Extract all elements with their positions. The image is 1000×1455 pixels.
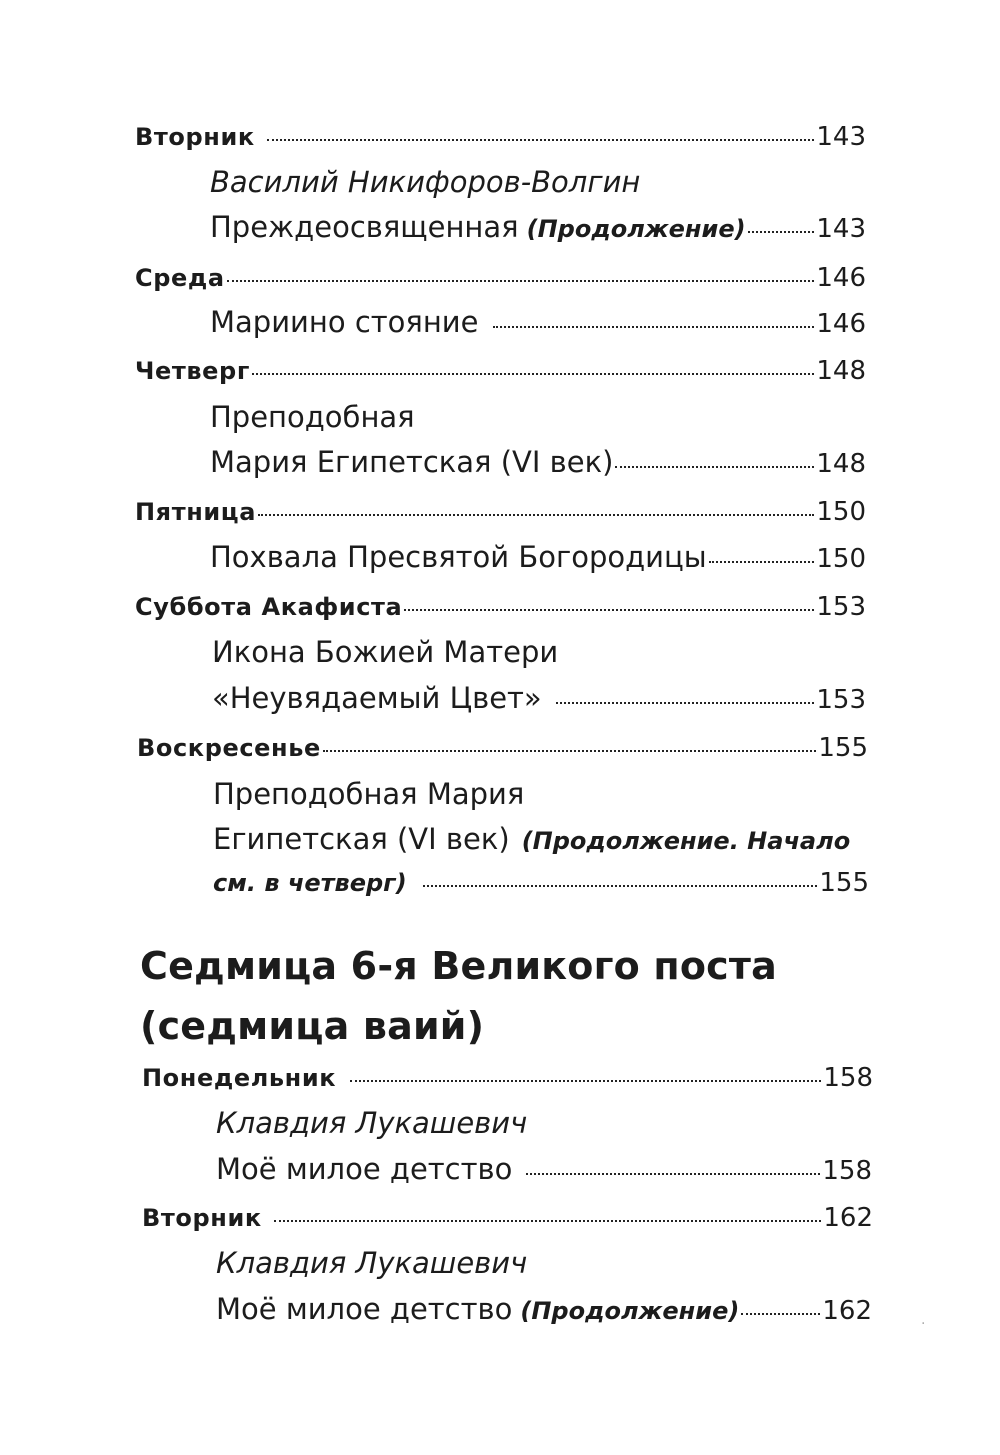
section-heading: (седмица ваий) [140,1004,485,1048]
dot-leader [615,466,814,468]
toc-page-number: 146 [816,309,866,339]
toc-entry-note: (Продолжение) [526,215,746,243]
toc-entry-row [210,540,866,574]
toc-entry-row [210,305,866,339]
toc-text-row [210,400,415,434]
toc-entry-title: Похвала Пресвятой Богородицы [210,540,707,574]
toc-page-number: 153 [816,592,866,622]
toc-entry-title: Преждеосвященная [210,210,519,244]
toc-page-number: 150 [816,544,866,574]
toc-page-number: 162 [823,1203,873,1233]
toc-entry-title: Моё милое детство [216,1152,513,1186]
toc-day-row [142,1203,873,1233]
toc-page-number: 148 [816,356,866,386]
toc-day-row [135,356,866,386]
toc-day-row [135,122,866,152]
dot-leader [526,1173,820,1175]
toc-page-number: 158 [823,1063,873,1093]
toc-entry-title: Моё милое детство [216,1292,513,1326]
toc-day-title: Суббота Акафиста [135,593,403,621]
toc-day-title: Четверг [135,357,250,385]
toc-author-row [210,165,640,199]
toc-page-number: 158 [822,1156,872,1186]
paper-speck: · [921,1316,926,1332]
toc-entry-title: «Неувядаемый Цвет» [212,681,542,715]
toc-entry-note: см. в четверг) [213,869,407,897]
toc-day-row [135,497,866,527]
toc-entry-row [216,1152,872,1186]
toc-text-row [213,822,850,856]
toc-entry-note: (Продолжение. Начало [521,827,851,855]
toc-day-title: Вторник [135,123,255,151]
toc-entry-row [212,681,866,715]
toc-entry-row [213,868,869,898]
dot-leader [267,139,815,141]
toc-entry-title: Мария Египетская (VI век) [210,445,614,479]
toc-day-title: Пятница [135,498,256,526]
dot-leader [404,609,814,611]
toc-entry-title: Мариино стояние [210,305,479,339]
dot-leader [274,1220,822,1222]
section-heading: Седмица 6-я Великого поста [140,944,777,988]
toc-day-title: Понедельник [142,1064,337,1092]
toc-entry-title: Преподобная Мария [213,777,525,811]
toc-page-number: 162 [822,1296,872,1326]
toc-day-row [137,733,868,763]
dot-leader [556,702,815,704]
toc-author-row [216,1246,527,1280]
toc-entry-row [210,210,866,244]
toc-text-row [213,777,524,811]
toc-author-row [216,1106,527,1140]
dot-leader [493,326,815,328]
toc-page-number: 155 [819,868,869,898]
toc-day-row [142,1063,873,1093]
toc-day-title: Воскресенье [137,734,321,762]
toc-author: Клавдия Лукашевич [216,1246,528,1280]
toc-day-row [135,263,866,293]
toc-entry-row [216,1292,872,1326]
toc-entry-title: Египетская (VI век) [213,822,510,856]
toc-author: Василий Никифоров-Волгин [210,165,641,199]
toc-day-title: Вторник [142,1204,262,1232]
dot-leader [323,750,816,752]
dot-leader [709,561,815,563]
dot-leader [741,1313,820,1315]
toc-day-row [135,592,866,622]
toc-page-number: 143 [816,122,866,152]
toc-page-number: 150 [816,497,866,527]
dot-leader [258,514,814,516]
toc-day-title: Среда [135,264,225,292]
toc-entry-note: (Продолжение) [520,1297,740,1325]
toc-entry-title: Преподобная [210,400,415,434]
toc-entry-title: Икона Божией Матери [212,635,559,669]
toc-page-number: 148 [816,449,866,479]
dot-leader [227,280,815,282]
dot-leader [252,373,814,375]
dot-leader [748,231,815,233]
dot-leader [350,1080,821,1082]
dot-leader [423,885,818,887]
toc-page-number: 153 [816,685,866,715]
toc-page-number: 146 [816,263,866,293]
toc-text-row [212,635,558,669]
toc-entry-row [210,445,866,479]
toc-page-number: 155 [818,733,868,763]
toc-author: Клавдия Лукашевич [216,1106,528,1140]
toc-page-number: 143 [816,214,866,244]
